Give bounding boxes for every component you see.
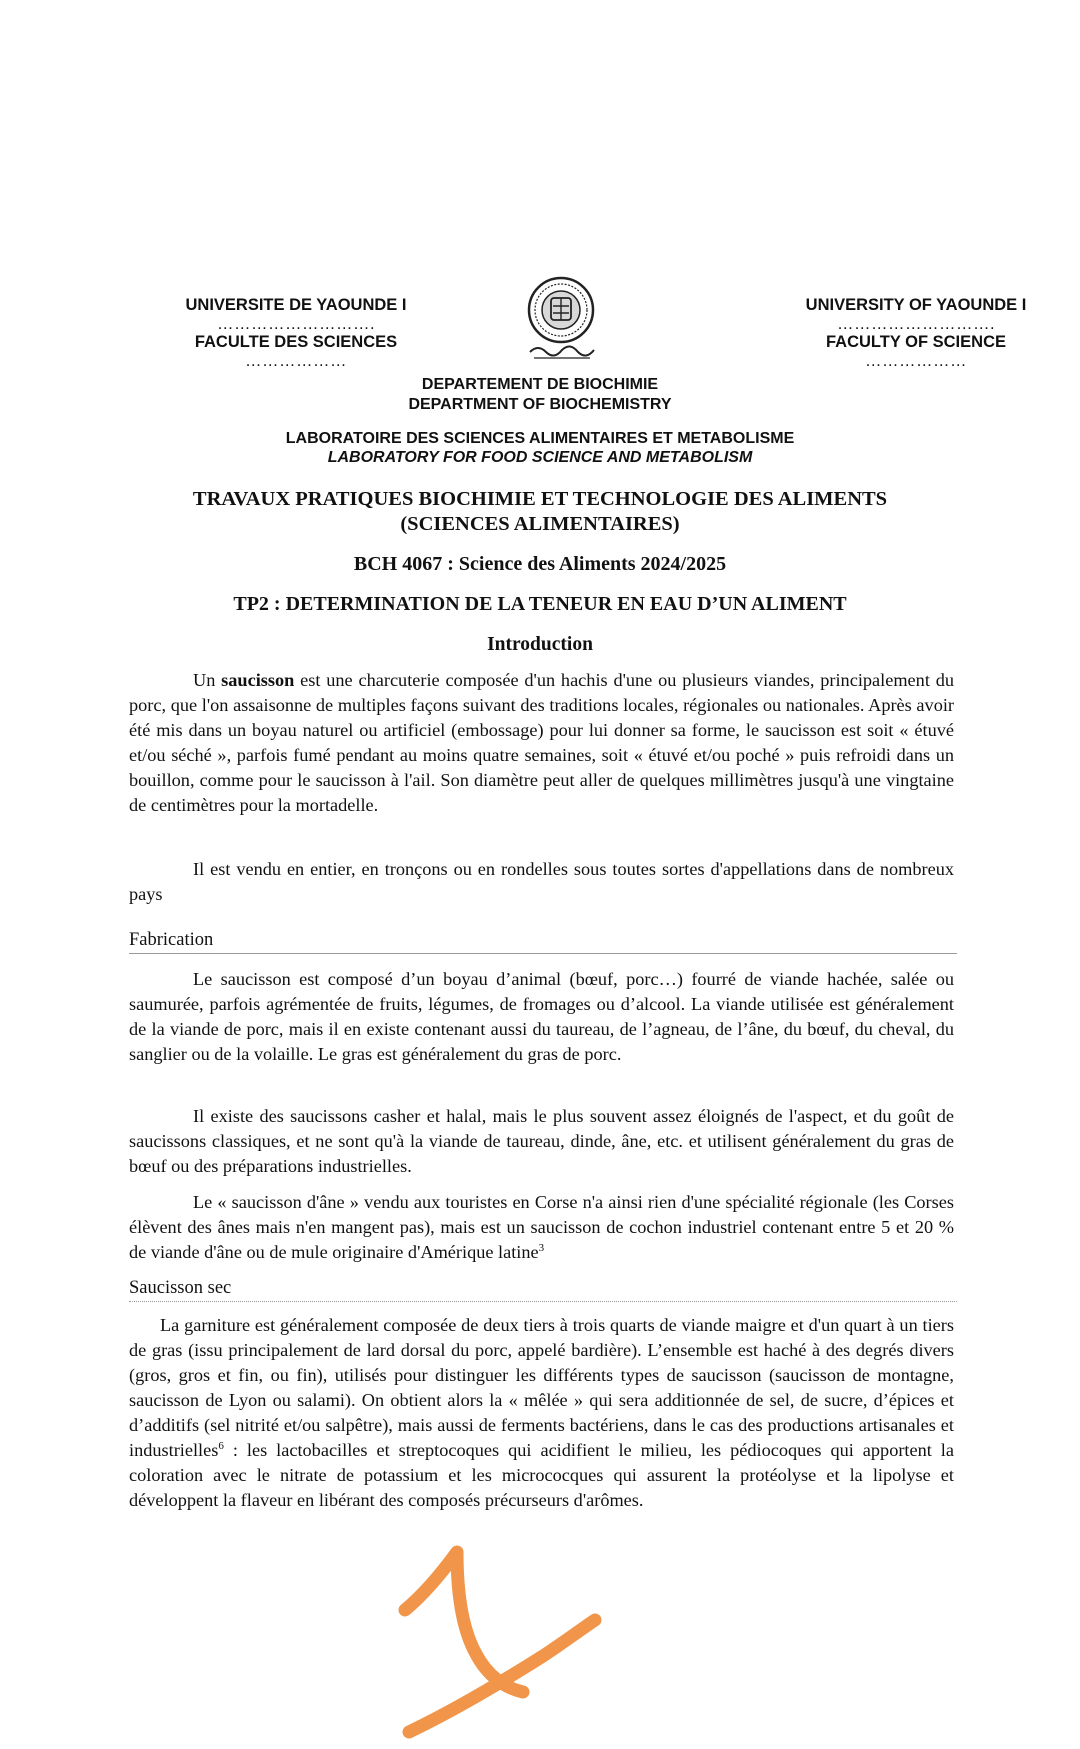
university-name-fr: UNIVERSITE DE YAOUNDE I: [185, 296, 407, 314]
introduction-heading: Introduction: [487, 634, 593, 655]
intro-bold-term: saucisson: [221, 670, 295, 690]
title-line-2: (SCIENCES ALIMENTAIRES): [400, 513, 680, 535]
faculty-name-en: FACULTY OF SCIENCE: [826, 333, 1006, 351]
intro-body-text: est une charcuterie composée d'un hachis d'une ou plusieurs viandes, principalement du porc, que l'on assaisonne de multiples façons suivant des traditions locales, régionales ou nationales. Après avoir été mis dans un boyau naturel ou artificiel (embossage) pour lui donner sa forme, le saucisson est soit « étuvé et/ou séché », parfois fumé pendant au moins quatre semaines, soit « étuvé et/ou poché » puis refroidi dans un bouillon, comme pour le saucisson à l'ail. Son diamètre peut aller de quelques millimètres jusqu'à une vingtaine de centimètres pour la mortadelle.: [129, 670, 954, 815]
department-block: [0, 375, 1080, 415]
dotted-line: ……………………….: [216, 315, 376, 333]
saucisson-sec-text-a: La garniture est généralement composée de deux tiers à trois quarts de viande maigre et d'un quart à un tiers de gras (issu principalement de lard dorsal du porc, appelé bardière). L’ensemble est haché à des degrés divers (gros, gros et fin, ou fin), utilisés pour distinguer les différents types de saucisson (saucisson de montagne, saucisson de Lyon ou salami). On obtient alors la « mêlée » qui sera additionnée de sel, de sucre, d’épices et d’additifs (sel nitrité et/ou salpêtre), mais aussi de ferments bactériens, dans le cas des productions artisanales et industrielles: [129, 1315, 954, 1460]
dotted-line: ………………: [865, 352, 967, 370]
header-right-block: [766, 296, 1066, 370]
fabrication-paragraph-3: [129, 1190, 954, 1265]
dotted-line: ………………: [245, 352, 347, 370]
saucisson-sec-paragraph: [129, 1313, 954, 1513]
intro-paragraph-2-text: Il est vendu en entier, en tronçons ou en rondelles sous toutes sortes d'appellations dans de nombreux pays: [129, 859, 954, 904]
fabrication-paragraph-2: [129, 1104, 954, 1179]
fabrication-heading: Fabrication: [129, 928, 957, 954]
laboratory-fr: LABORATOIRE DES SCIENCES ALIMENTAIRES ET METABOLISME: [285, 430, 795, 447]
course-title: BCH 4067 : Science des Aliments 2024/2025: [353, 553, 727, 575]
tp-title: TP2 : DETERMINATION DE LA TENEUR EN EAU D’UN ALIMENT: [233, 593, 847, 615]
header-left-block: [146, 296, 446, 370]
fabrication-p3-text: Le « saucisson d'âne » vendu aux touristes en Corse n'a ainsi rien d'une spécialité régionale (les Corses élèvent des ânes mais n'en mangent pas), mais est un saucisson de cochon industriel contenant entre 5 et 20 % de viande d'âne ou de mule originaire d'Amérique latine: [129, 1192, 954, 1262]
document-title: [0, 487, 1080, 537]
department-fr: DEPARTEMENT DE BIOCHIMIE: [421, 376, 659, 393]
faculty-name-fr: FACULTE DES SCIENCES: [194, 333, 398, 351]
university-seal-icon: [520, 270, 610, 370]
fabrication-paragraph-1: [129, 967, 954, 1067]
saucisson-sec-text-b: : les lactobacilles et streptocoques qui acidifient le milieu, les pédiocoques qui apportent la coloration avec le nitrate de potassium et les micrococques qui assurent la protéolyse et la lipolyse et développent la flaveur en libérant des composés précurseurs d'arômes.: [129, 1440, 954, 1510]
handwritten-page-number-mark: [395, 1540, 615, 1740]
introduction-paragraph-1: [129, 668, 954, 818]
saucisson-sec-heading: Saucisson sec: [129, 1276, 957, 1302]
footnote-ref: 3: [538, 1241, 545, 1254]
fabrication-p1-text: Le saucisson est composé d’un boyau d’animal (bœuf, porc…) fourré de viande hachée, salée ou saumurée, parfois agrémentée de fruits, légumes, de fromages ou d’alcool. La viande utilisée est généralement de la viande de porc, mais il en existe contenant aussi du taureau, de l’agneau, de l’âne, du bœuf, du cheval, du sanglier ou de la volaille. Le gras est généralement du gras de porc.: [129, 969, 954, 1064]
department-en: DEPARTMENT OF BIOCHEMISTRY: [408, 396, 672, 413]
title-line-1: TRAVAUX PRATIQUES BIOCHIMIE ET TECHNOLOGIE DES ALIMENTS: [192, 488, 888, 510]
intro-lead-text: Un: [193, 670, 222, 690]
dotted-line: ……………………….: [836, 315, 996, 333]
fabrication-p2-text: Il existe des saucissons casher et halal, mais le plus souvent assez éloignés de l'aspect, et du goût de saucissons classiques, et ne sont qu'à la viande de taureau, dinde, âne, etc. et utilisent généralement du gras de bœuf ou des préparations industrielles.: [129, 1106, 954, 1176]
introduction-paragraph-2: [129, 857, 954, 907]
footnote-ref: 6: [218, 1439, 224, 1452]
laboratory-en: LABORATORY FOR FOOD SCIENCE AND METABOLISM: [327, 449, 753, 466]
university-name-en: UNIVERSITY OF YAOUNDE I: [805, 296, 1027, 314]
